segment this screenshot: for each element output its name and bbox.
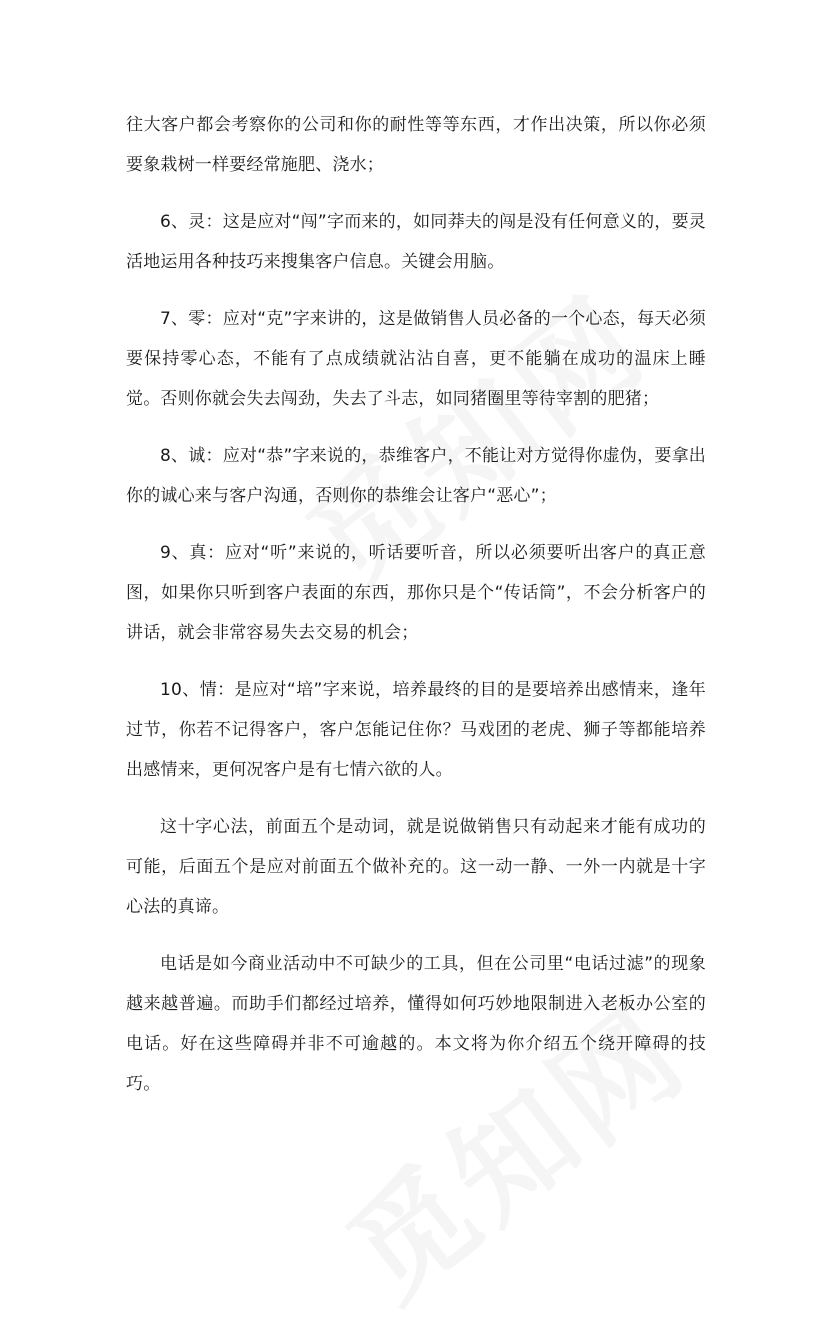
paragraph: 这十字心法，前面五个是动词，就是说做销售只有动起来才能有成功的可能，后面五个是应对前面五个做补充的。这一动一静、一外一内就是十字心法的真谛。 — [126, 817, 706, 917]
paragraph: 9、真：应对“听”来说的，听话要听音，所以必须要听出客户的真正意图，如果你只听到客户表面的东西，那你只是个“传话筒”，不会分析客户的讲话，就会非常容易失去交易的机会； — [126, 543, 706, 643]
paragraph: 电话是如今商业活动中不可缺少的工具，但在公司里“电话过滤”的现象越来越普遍。而助手们都经过培养，懂得如何巧妙地限制进入老板办公室的电话。好在这些障碍并非不可逾越的。本文将为你介绍五个绕开障碍的技巧。 — [126, 954, 706, 1094]
paragraph: 8、诚：应对“恭”字来说的，恭维客户，不能让对方觉得你虚伪，要拿出你的诚心来与客户沟通，否则你的恭维会让客户“恶心”； — [126, 446, 706, 506]
paragraph: 10、情：是应对“培”字来说，培养最终的目的是要培养出感情来，逢年过节，你若不记得客户，客户怎能记住你？马戏团的老虎、狮子等都能培养出感情来，更何况客户是有七情六欲的人。 — [126, 680, 706, 780]
paragraph: 往大客户都会考察你的公司和你的耐性等等东西，才作出决策，所以你必须要象栽树一样要经常施肥、浇水； — [126, 115, 706, 175]
paragraph: 7、零：应对“克”字来讲的，这是做销售人员必备的一个心态，每天必须要保持零心态，不能有了点成绩就沾沾自喜，更不能躺在成功的温床上睡觉。否则你就会失去闯劲，失去了斗志，如同猪圈里等待宰割的肥猪； — [126, 309, 706, 409]
paragraph: 6、灵：这是应对“闯”字而来的，如同莽夫的闯是没有任何意义的，要灵活地运用各种技巧来搜集客户信息。关键会用脑。 — [126, 212, 706, 272]
document-body — [126, 105, 706, 1104]
